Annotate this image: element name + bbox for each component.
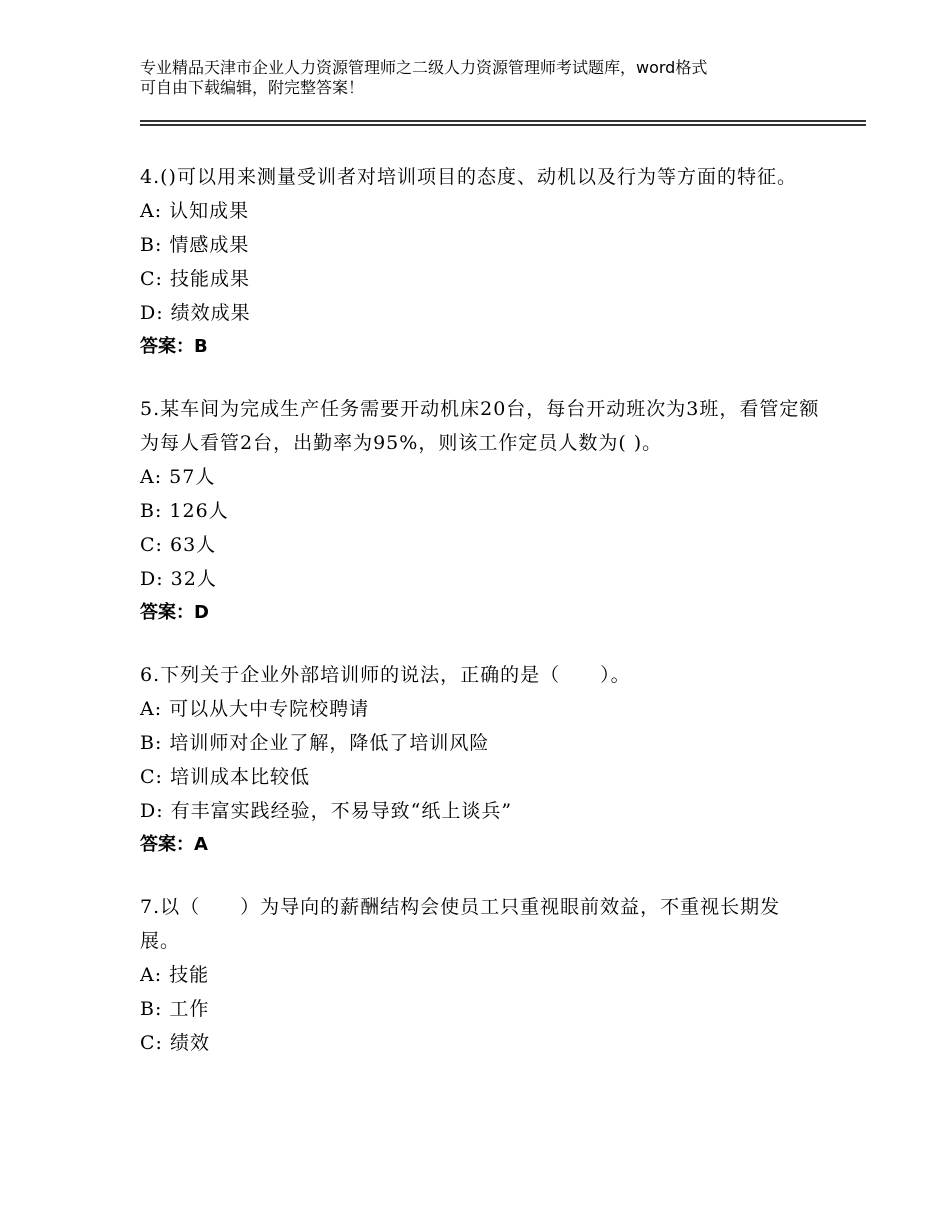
option-c: C: 技能成果 <box>140 268 250 290</box>
option-a: A: 技能 <box>140 964 210 986</box>
question-5 <box>140 392 820 630</box>
header-divider-top <box>140 120 866 122</box>
header-divider-bottom <box>140 124 866 126</box>
option-a: A: 可以从大中专院校聘请 <box>140 698 370 720</box>
question-stem: 7.以（ ）为导向的薪酬结构会使员工只重视眼前效益，不重视长期发展。 <box>140 896 781 952</box>
question-6 <box>140 658 820 862</box>
answer: 答案：A <box>140 834 208 855</box>
header-line-1: 专业精品天津市企业人力资源管理师之二级人力资源管理师考试题库，word格式 <box>140 58 708 77</box>
option-a: A: 57人 <box>140 466 216 488</box>
option-b: B: 工作 <box>140 998 210 1020</box>
option-b: B: 情感成果 <box>140 234 250 256</box>
question-7 <box>140 890 820 1060</box>
option-a: A: 认知成果 <box>140 200 250 222</box>
option-c: C: 培训成本比较低 <box>140 766 310 788</box>
option-c: C: 绩效 <box>140 1032 210 1054</box>
question-stem: 6.下列关于企业外部培训师的说法，正确的是（ ）。 <box>140 664 631 686</box>
question-list <box>140 160 820 1088</box>
option-b: B: 126人 <box>140 500 229 522</box>
option-d: D: 绩效成果 <box>140 302 251 324</box>
option-c: C: 63人 <box>140 534 217 556</box>
option-d: D: 有丰富实践经验，不易导致“纸上谈兵” <box>140 800 513 822</box>
document-header <box>140 58 820 98</box>
option-b: B: 培训师对企业了解，降低了培训风险 <box>140 732 490 754</box>
question-4 <box>140 160 820 364</box>
header-line-2: 可自由下载编辑，附完整答案！ <box>140 78 365 97</box>
option-d: D: 32人 <box>140 568 217 590</box>
question-stem: 5.某车间为完成生产任务需要开动机床20台，每台开动班次为3班，看管定额为每人看管2台，出勤率为95%，则该工作定员人数为( )。 <box>140 398 820 454</box>
answer: 答案：D <box>140 602 209 623</box>
question-stem: 4.()可以用来测量受训者对培训项目的态度、动机以及行为等方面的特征。 <box>140 166 797 188</box>
answer: 答案：B <box>140 336 208 357</box>
